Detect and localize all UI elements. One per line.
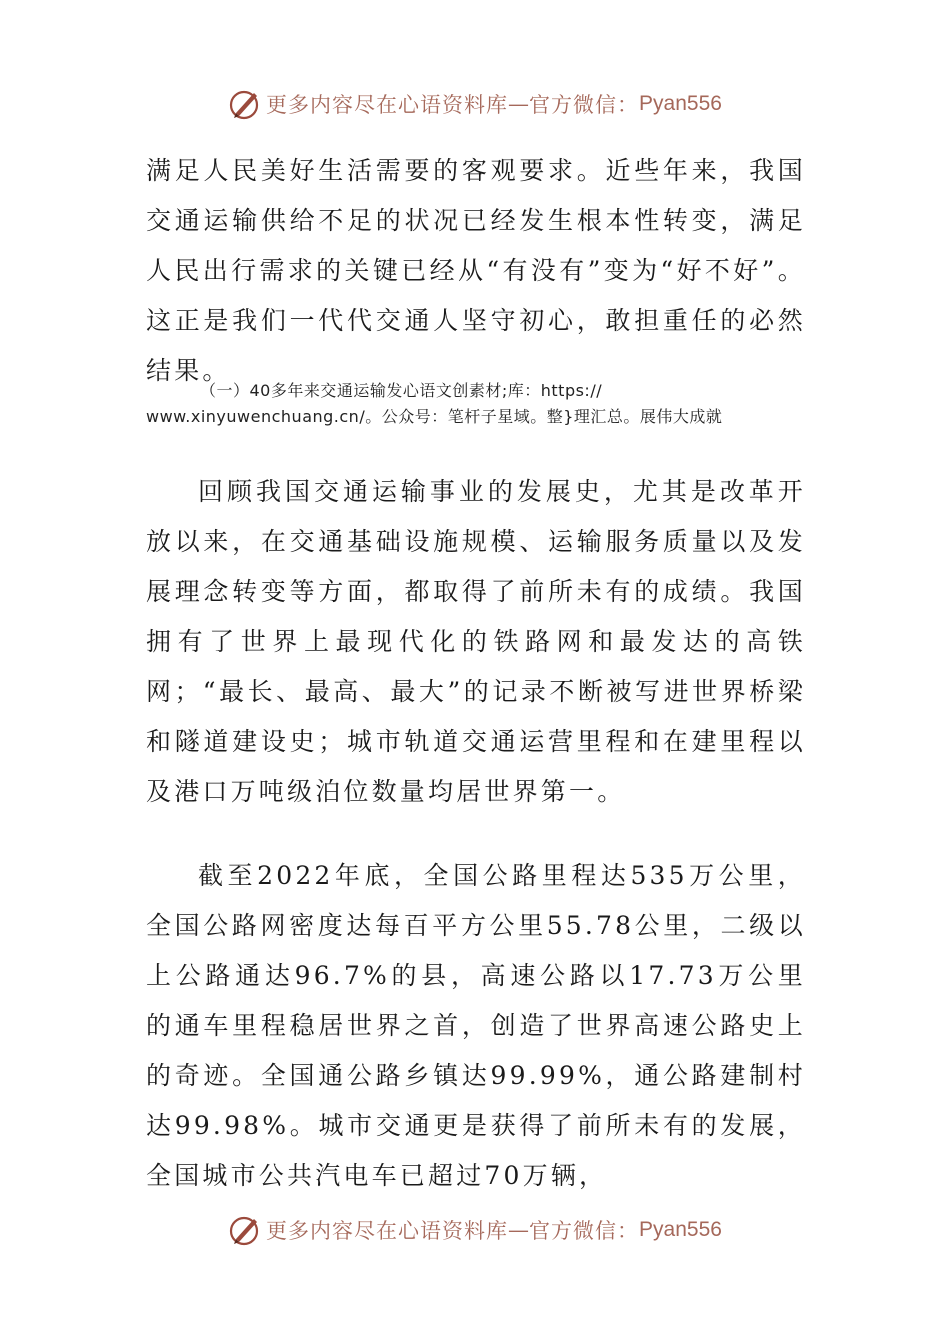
section-heading [146, 378, 806, 430]
paragraph-2-container [146, 467, 806, 817]
section-heading-line-1: （一）40多年来交通运输发心语文创素材;库：https:// [200, 381, 603, 400]
banner-wechat-id: Pyan556 [639, 92, 722, 115]
footer-banner [0, 1208, 950, 1252]
pen-circle-logo-icon [228, 1213, 262, 1247]
pen-circle-logo-icon [228, 87, 262, 121]
banner-label: 官方微信： [529, 1219, 640, 1243]
header-banner [0, 82, 950, 126]
banner-text: 更多内容尽在心语资料库 [266, 93, 509, 117]
banner-text: 更多内容尽在心语资料库 [266, 1219, 509, 1243]
paragraph-1: 满足人民美好生活需要的客观要求。近些年来，我国交通运输供给不足的状况已经发生根本性转变，满足人民出行需求的关键已经从“有没有”变为“好不好”。这正是我们一代代交通人坚守初心，敢担重任的必然结果。 [146, 156, 806, 385]
banner-wechat-id: Pyan556 [639, 1218, 722, 1241]
banner-dash: — [508, 1218, 530, 1242]
section-heading-line-2: www.xinyuwenchuang.cn/。公众号：笔杆子星域。整}理汇总。展伟大成就 [146, 407, 723, 426]
paragraph-1-container [146, 146, 806, 396]
paragraph-3-container [146, 851, 806, 1201]
banner-dash: — [508, 92, 530, 116]
banner-label: 官方微信： [529, 93, 640, 117]
paragraph-2: 回顾我国交通运输事业的发展史，尤其是改革开放以来，在交通基础设施规模、运输服务质量以及发展理念转变等方面，都取得了前所未有的成绩。我国拥有了世界上最现代化的铁路网和最发达的高铁网；“最长、最高、最大”的记录不断被写进世界桥梁和隧道建设史；城市轨道交通运营里程和在建里程以及港口万吨级泊位数量均居世界第一。 [146, 477, 806, 806]
paragraph-3: 截至2022年底，全国公路里程达535万公里，全国公路网密度达每百平方公里55.78公里，二级以上公路通达96.7%的县，高速公路以17.73万公里的通车里程稳居世界之首，创造了世界高速公路史上的奇迹。全国通公路乡镇达99.99%，通公路建制村达99.98%。城市交通更是获得了前所未有的发展，全国城市公共汽电车已超过70万辆， [146, 861, 806, 1190]
